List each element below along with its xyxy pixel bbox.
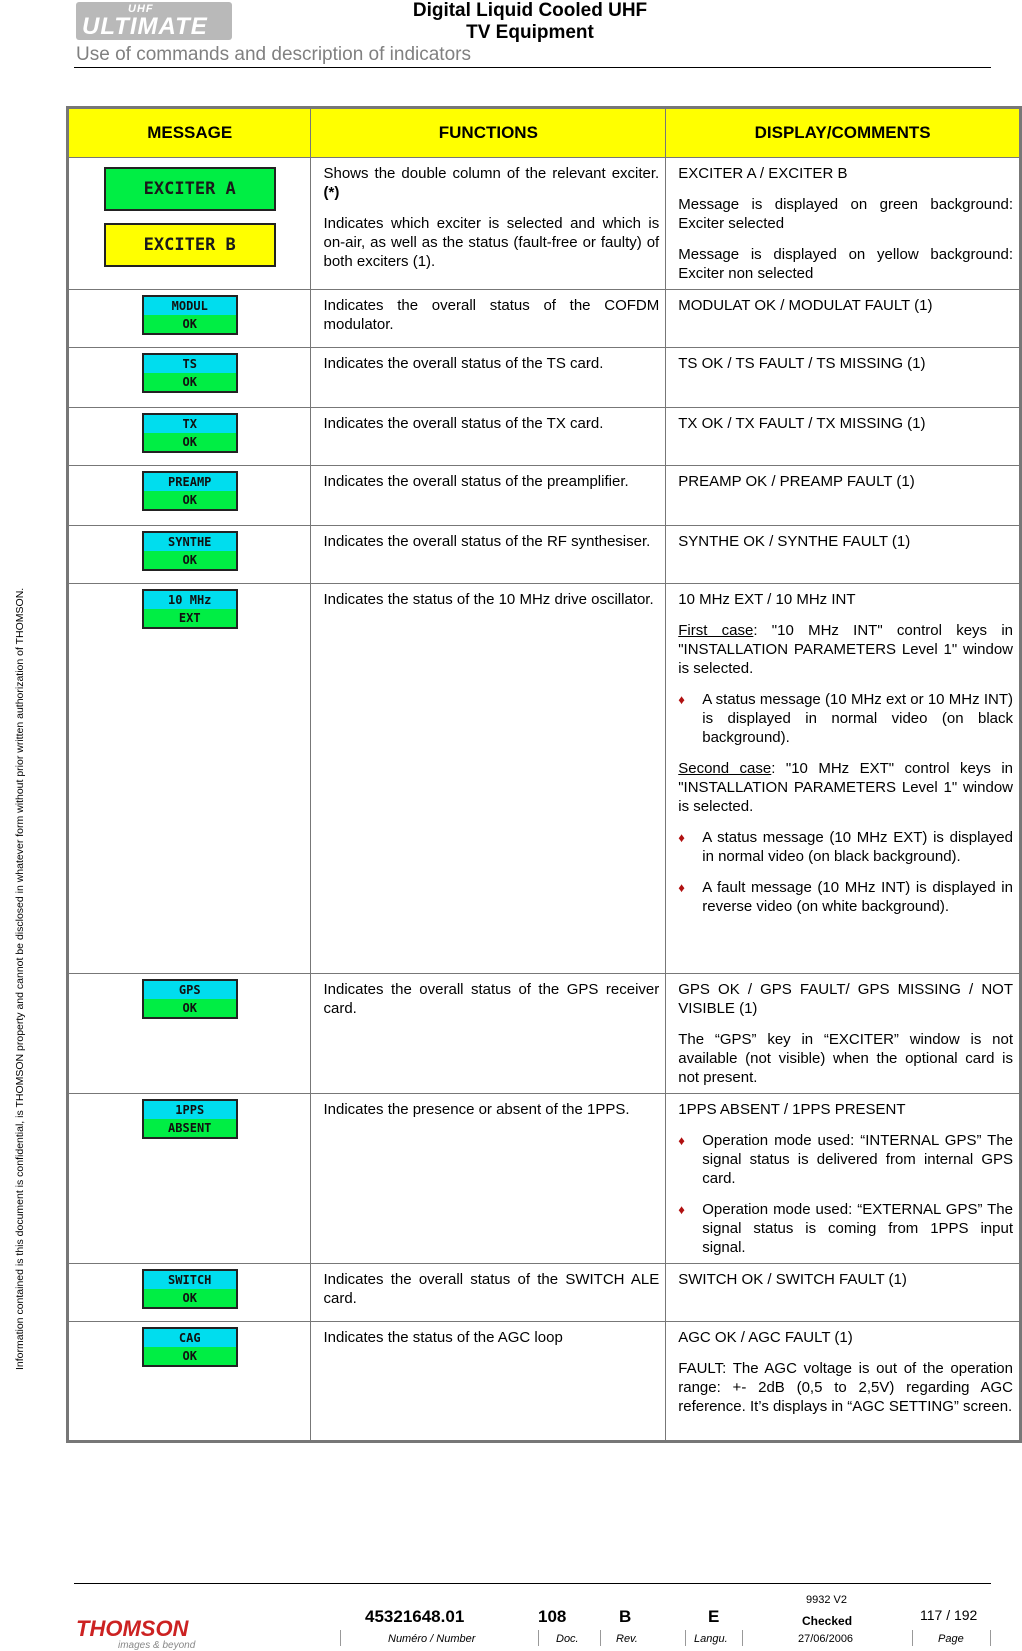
indicator-table	[66, 106, 1022, 1443]
ts-screen: TS OK	[142, 353, 238, 393]
function-cell: Shows the double column of the relevant exciter. (*) Indicates which exciter is selected and which is on-air, as well as the status (fault-free or faulty) of both exciters (1).	[311, 158, 666, 290]
number-label: Numéro / Number	[388, 1633, 476, 1645]
col-message: MESSAGE	[68, 108, 311, 158]
col-functions: FUNCTIONS	[311, 108, 666, 158]
table-row: PREAMP OK Indicates the overall status of the preamplifier. PREAMP OK / PREAMP FAULT (1)	[68, 466, 1021, 526]
doc-value: 108	[538, 1607, 567, 1626]
table-row: SWITCH OK Indicates the overall status of the SWITCH ALE card. SWITCH OK / SWITCH FAULT (1)	[68, 1264, 1021, 1322]
checked-label: Checked	[802, 1614, 853, 1628]
page-label: Page	[938, 1633, 964, 1645]
message-cell	[68, 158, 311, 290]
language-value: E	[708, 1607, 720, 1626]
modul-screen: MODUL OK	[142, 295, 238, 335]
display-cell: EXCITER A / EXCITER B Message is displayed on green background: Exciter selected Message is displayed on yellow background: Exciter non selected	[666, 158, 1021, 290]
document-title: Digital Liquid Cooled UHF TV Equipment	[412, 0, 648, 43]
version-label: 9932 V2	[806, 1594, 847, 1606]
10mhz-screen: 10 MHz EXT	[142, 589, 238, 629]
gps-screen: GPS OK	[142, 979, 238, 1019]
thomson-logo: THOMSON	[76, 1616, 189, 1641]
table-header-row	[68, 108, 1021, 158]
rev-value: B	[619, 1607, 632, 1626]
footer-divider	[74, 1583, 991, 1584]
ultimate-logo	[76, 2, 232, 40]
preamp-screen: PREAMP OK	[142, 471, 238, 511]
date-value: 27/06/2006	[798, 1633, 854, 1645]
synthe-screen: SYNTHE OK	[142, 531, 238, 571]
switch-screen: SWITCH OK	[142, 1269, 238, 1309]
table-row	[68, 158, 1021, 290]
header-divider	[74, 67, 991, 68]
table-row: TS OK Indicates the overall status of the TS card. TS OK / TS FAULT / TS MISSING (1)	[68, 348, 1021, 408]
document-number: 45321648.01	[365, 1607, 465, 1626]
confidentiality-note: Information contained is this document is confidential, is THOMSON property and cannot be disclosed in whatever form without prior written authorization of THOMSON.	[14, 587, 26, 1370]
doc-label: Doc.	[556, 1633, 579, 1645]
page-number: 117 / 192	[920, 1607, 978, 1623]
thomson-tagline: images & beyond	[118, 1640, 196, 1651]
tx-screen: TX OK	[142, 413, 238, 453]
cag-screen: CAG OK	[142, 1327, 238, 1367]
table-row: 1PPS ABSENT Indicates the presence or absent of the 1PPS. 1PPS ABSENT / 1PPS PRESENT ♦ Operation mode used: “INTERNAL GPS” The signal status is delivered from internal GPS card. ♦ Operation mode used: “EXTERNAL GPS” The signal status is coming from 1PPS input signal.	[68, 1094, 1021, 1264]
exciter-a-screen: EXCITER A	[104, 167, 276, 211]
table-row: 10 MHz EXT Indicates the status of the 10 MHz drive oscillator. 10 MHz EXT / 10 MHz INT First case: "10 MHz INT" control keys in "INSTALLATION PARAMETERS Level 1" window is selected. ♦ A status message (10 MHz ext or 10 MHz INT) is displayed in normal video (on black background). Second case: "10 MHz EXT" control keys in "INSTALLATION PARAMETERS Level 1" window is selected. ♦ A status message (10 MHz EXT) is displayed in normal video (on black background). ♦ A fault message (10 MHz INT) is displayed in reverse video (on white background).	[68, 584, 1021, 974]
1pps-screen: 1PPS ABSENT	[142, 1099, 238, 1139]
col-display-comments: DISPLAY/COMMENTS	[666, 108, 1021, 158]
exciter-b-screen: EXCITER B	[104, 223, 276, 267]
table-row: MODUL OK Indicates the overall status of the COFDM modulator. MODULAT OK / MODULAT FAULT (1)	[68, 290, 1021, 348]
table-row: SYNTHE OK Indicates the overall status of the RF synthesiser. SYNTHE OK / SYNTHE FAULT (1)	[68, 526, 1021, 584]
rev-label: Rev.	[616, 1633, 638, 1645]
logo-uhf-text: UHF	[128, 3, 154, 15]
table-row: TX OK Indicates the overall status of the TX card. TX OK / TX FAULT / TX MISSING (1)	[68, 408, 1021, 466]
langu-label: Langu.	[694, 1633, 728, 1645]
section-subtitle: Use of commands and description of indicators	[76, 44, 471, 65]
logo-ultimate-text: ULTIMATE	[82, 13, 208, 40]
table-row: GPS OK Indicates the overall status of the GPS receiver card. GPS OK / GPS FAULT/ GPS MISSING / NOT VISIBLE (1) The “GPS” key in “EXCITER” window is not available (not visible) when the optional card is not present.	[68, 974, 1021, 1094]
table-row: CAG OK Indicates the status of the AGC loop AGC OK / AGC FAULT (1) FAULT: The AGC voltage is out of the operation range: +- 2dB (0,5 to 2,5V) regarding AGC reference. It’s displays in “AGC SETTING” screen.	[68, 1322, 1021, 1442]
